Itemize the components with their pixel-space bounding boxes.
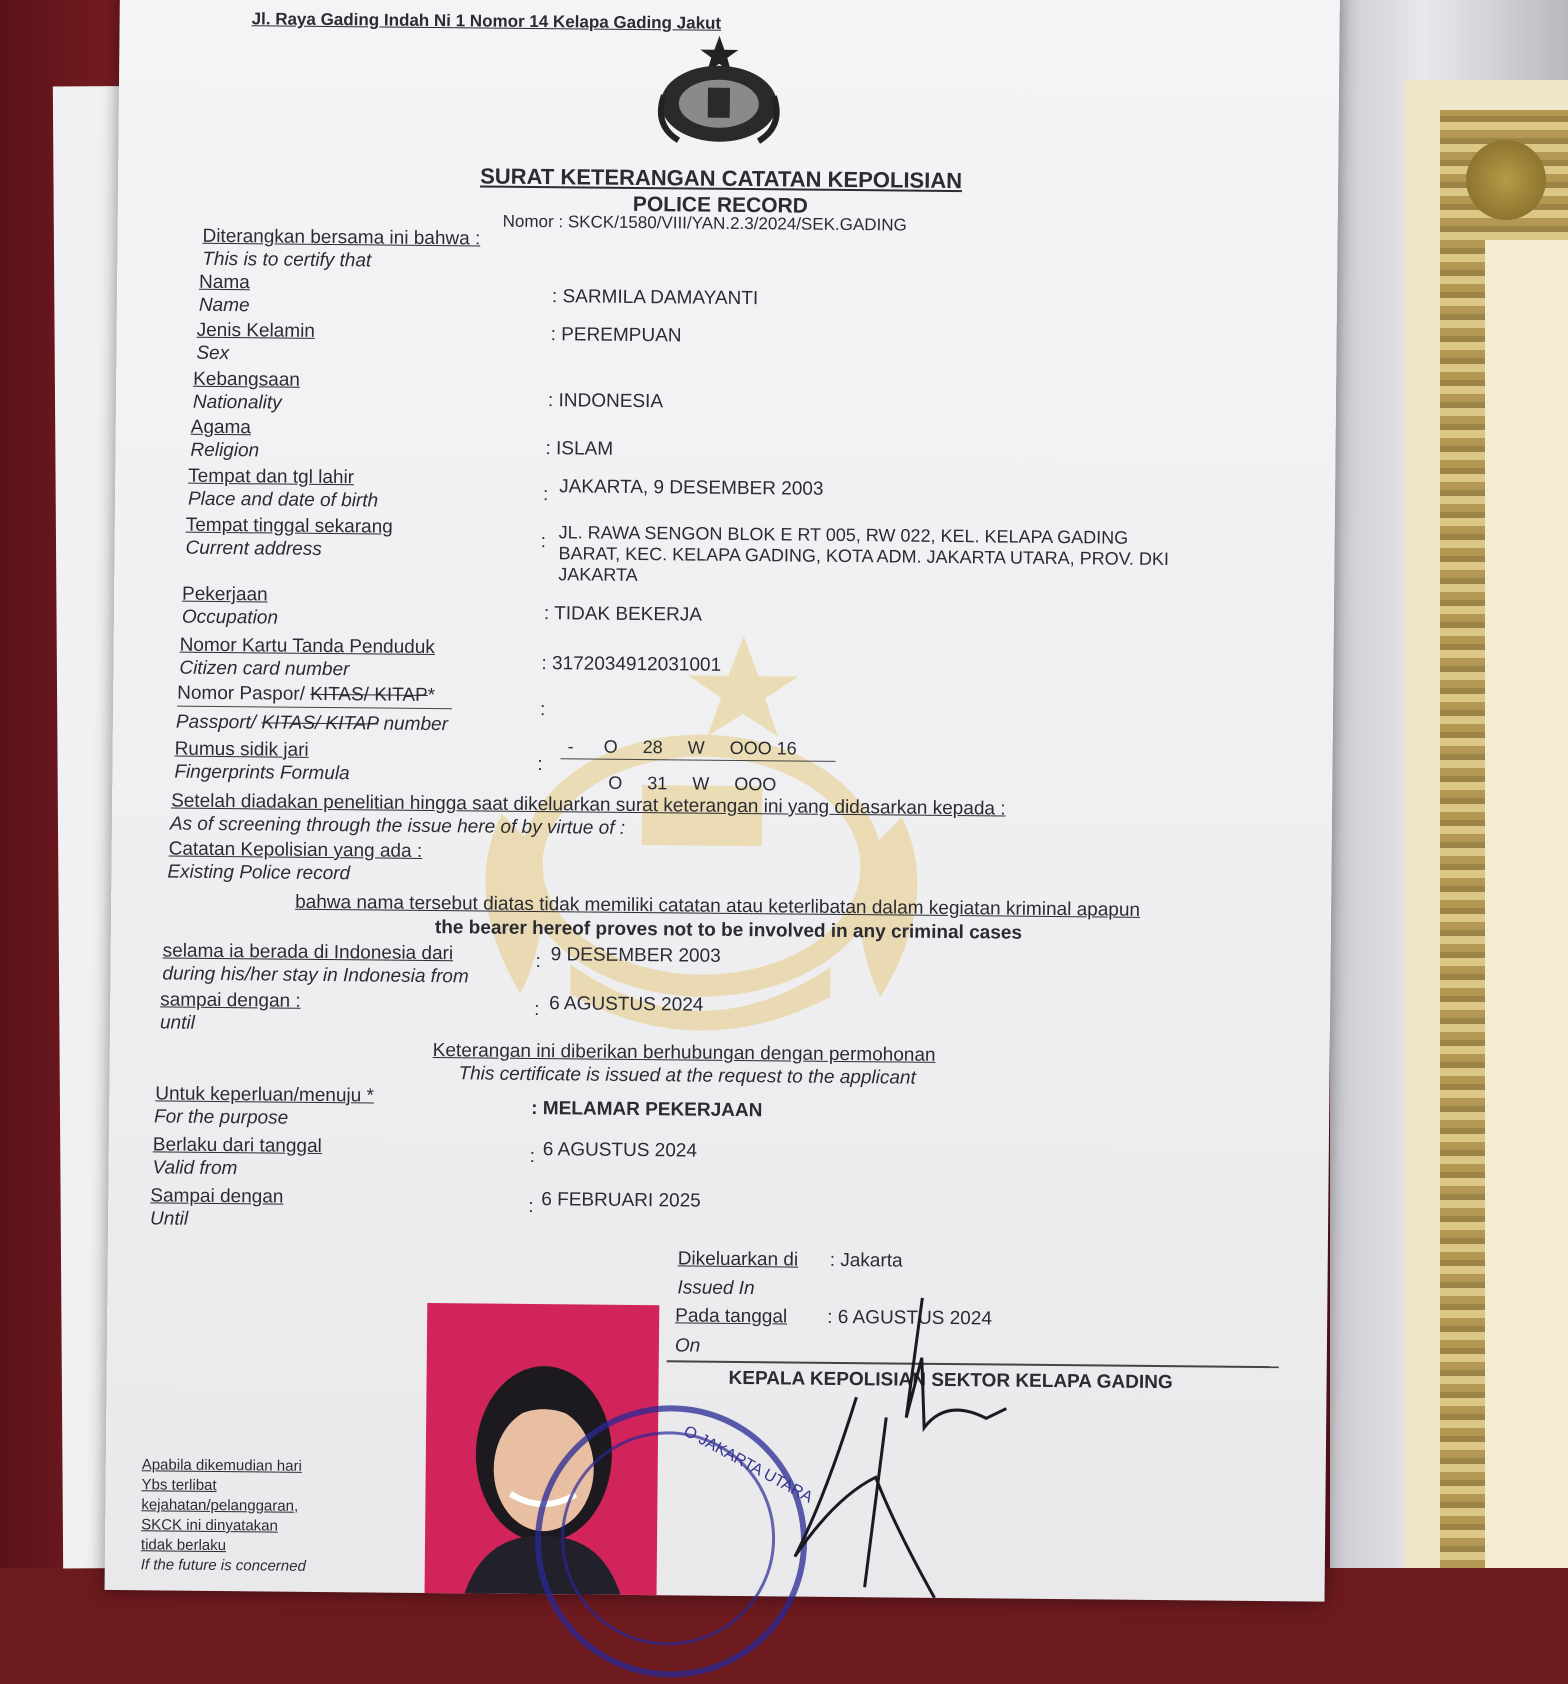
footnote-line: If the future is concerned: [140, 1556, 306, 1575]
statement-text: bahwa nama tersebut diatas tidak memiliki catatan atau keterlibatan dalam kegiatan kriminal apapun: [295, 891, 1141, 921]
name-label: Nama: [199, 271, 250, 294]
stay-from-colon: :: [535, 951, 541, 973]
passport-english-suffix: number: [378, 713, 449, 736]
religion-label-english: Religion: [190, 439, 260, 462]
document-number: Nomor : SKCK/1580/VIII/YAN.2.3/2024/SEK.GADING: [502, 211, 907, 235]
address-label: Tempat tinggal sekarang: [185, 514, 393, 538]
stay-from-label-english: during his/her stay in Indonesia from: [162, 963, 469, 988]
birth-label-english: Place and date of birth: [187, 488, 379, 512]
stay-until-value: 6 AGUSTUS 2024: [549, 993, 704, 1016]
certificate-seal: [1466, 140, 1546, 220]
intro-label: Diterangkan bersama ini bahwa :: [202, 225, 481, 250]
purpose-label-english: For the purpose: [153, 1106, 289, 1129]
issued-in-value: : Jakarta: [829, 1249, 903, 1272]
valid-from-label-english: Valid from: [152, 1157, 238, 1180]
record-label-english: Existing Police record: [167, 861, 351, 885]
passport-colon: :: [539, 699, 546, 721]
fingerprint-label-english: Fingerprints Formula: [174, 761, 350, 785]
passport-label-struck: KITAS/ KITAP: [310, 683, 428, 706]
birth-label: Tempat dan tgl lahir: [188, 465, 355, 489]
sex-value: : PEREMPUAN: [550, 324, 682, 347]
nationality-label-english: Nationality: [192, 391, 282, 414]
fingerprint-formula-bottom: O 31 W OOO: [608, 772, 777, 795]
police-emblem-logo: [653, 35, 784, 146]
citizen-card-label: Nomor Kartu Tanda Penduduk: [179, 634, 435, 659]
citizen-card-value: : 3172034912031001: [541, 653, 722, 676]
birth-colon: :: [542, 484, 549, 506]
footnote-line: Apabila dikemudian hari: [141, 1456, 302, 1475]
police-record-document: [105, 0, 1340, 1602]
name-value: : SARMILA DAMAYANTI: [551, 286, 759, 310]
address-line-2: BARAT, KEC. KELAPA GADING, KOTA ADM. JAKARTA UTARA, PROV. DKI: [558, 543, 1170, 570]
stay-from-label: selama ia berada di Indonesia dari: [162, 940, 454, 965]
passport-label-prefix: Nomor Paspor/: [177, 682, 311, 705]
handwritten-signature: [745, 1296, 1068, 1599]
name-label-english: Name: [198, 294, 250, 317]
passport-label-english: [176, 712, 448, 737]
passport-label-suffix: *: [427, 684, 436, 707]
occupation-label-english: Occupation: [181, 606, 279, 629]
document-title: SURAT KETERANGAN CATATAN KEPOLISIAN: [480, 163, 963, 194]
birth-value: JAKARTA, 9 DESEMBER 2003: [559, 476, 824, 500]
footnote-line: SKCK ini dinyatakan: [141, 1516, 278, 1535]
certificate-inner: [1485, 240, 1568, 1568]
valid-from-value: 6 AGUSTUS 2024: [542, 1139, 698, 1162]
valid-until-value: 6 FEBRUARI 2025: [541, 1189, 701, 1212]
stay-until-label: sampai dengan :: [160, 989, 301, 1012]
issued-on-value: : 6 AGUSTUS 2024: [827, 1306, 993, 1330]
nationality-label: Kebangsaan: [193, 368, 300, 391]
purpose-value: : MELAMAR PEKERJAAN: [531, 1097, 763, 1122]
intro-label-english: This is to certify that: [202, 248, 372, 272]
footnote-line: tidak berlaku: [140, 1536, 227, 1555]
address-colon: :: [540, 531, 547, 553]
document-title-english: POLICE RECORD: [632, 192, 808, 218]
citizen-card-label-english: Citizen card number: [179, 657, 350, 681]
record-label: Catatan Kepolisian yang ada :: [168, 838, 423, 862]
religion-value: : ISLAM: [545, 438, 614, 460]
stamp-text: O JAKARTA UTARA: [680, 1422, 816, 1507]
signatory-title: KEPALA KEPOLISIAN SEKTOR KELAPA GADING: [728, 1367, 1173, 1394]
stay-from-value: 9 DESEMBER 2003: [550, 944, 721, 967]
nationality-value: : INDONESIA: [547, 390, 664, 413]
fingerprint-formula-top: - O 28 W OOO 16: [567, 736, 797, 759]
address-label-english: Current address: [185, 537, 322, 560]
sex-label: Jenis Kelamin: [196, 319, 316, 342]
valid-until-label: Sampai dengan: [150, 1185, 284, 1208]
valid-from-colon: :: [529, 1145, 536, 1168]
fingerprint-colon: :: [537, 754, 543, 776]
issued-on-label: Pada tanggal: [675, 1305, 788, 1328]
issued-note-english: This certificate is issued at the request to the applicant: [458, 1063, 916, 1089]
valid-until-label-english: Until: [150, 1208, 189, 1230]
screening-label: Setelah diadakan penelitian hingga saat dikeluarkan surat keterangan ini yang didasarkan kepada :: [171, 790, 1006, 820]
footnote-line: kejahatan/pelanggaran,: [141, 1496, 299, 1515]
occupation-label: Pekerjaan: [182, 583, 268, 606]
footnote: [141, 1455, 307, 1577]
address-line-1: JL. RAWA SENGON BLOK E RT 005, RW 022, KEL. KELAPA GADING: [558, 522, 1129, 548]
issued-note: Keterangan ini diberikan berhubungan dengan permohonan: [432, 1040, 936, 1066]
footnote-line: Ybs terlibat: [141, 1476, 217, 1494]
occupation-value: : TIDAK BEKERJA: [543, 603, 703, 626]
passport-english-prefix: Passport/: [175, 711, 262, 734]
purpose-label: Untuk keperluan/menuju *: [155, 1083, 375, 1107]
sex-label-english: Sex: [196, 342, 230, 365]
stay-until-colon: :: [534, 999, 540, 1021]
address-line-3: JAKARTA: [558, 564, 638, 585]
address-header: Jl. Raya Gading Indah Ni 1 Nomor 14 Kelapa Gading Jakut: [251, 9, 722, 33]
valid-from-label: Berlaku dari tanggal: [152, 1134, 322, 1157]
passport-english-struck: KITAS/ KITAP: [261, 712, 379, 735]
fingerprint-label: Rumus sidik jari: [174, 738, 309, 761]
stay-until-label-english: until: [159, 1012, 195, 1034]
issued-in-label: Dikeluarkan di: [677, 1248, 799, 1271]
religion-label: Agama: [190, 416, 252, 439]
statement-text-english: the bearer hereof proves not to be involved in any criminal cases: [434, 917, 1023, 944]
screening-label-english: As of screening through the issue here of by virtue of :: [169, 813, 626, 839]
passport-label: [177, 683, 435, 707]
issued-in-label-english: Issued In: [677, 1277, 755, 1300]
valid-until-colon: :: [528, 1195, 534, 1218]
issued-on-label-english: On: [674, 1335, 701, 1357]
